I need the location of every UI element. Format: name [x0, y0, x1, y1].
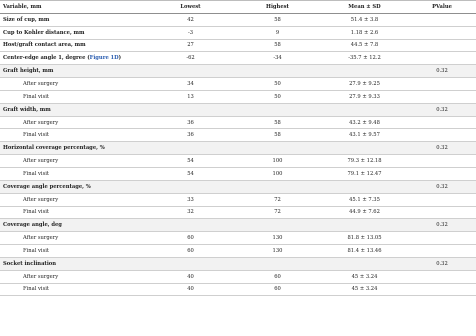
mean-sd-cell [321, 142, 408, 155]
table-row [0, 26, 476, 39]
pvalue-cell [408, 167, 476, 180]
lowest-cell: 34 [147, 78, 234, 91]
highest-cell: 72 [234, 206, 321, 219]
highest-cell [234, 257, 321, 270]
lowest-cell: 27 [147, 39, 234, 52]
group-header-row [0, 257, 476, 270]
group-header-row [0, 219, 476, 232]
lowest-cell: 36 [147, 116, 234, 129]
highest-cell [234, 142, 321, 155]
lowest-cell [147, 142, 234, 155]
lowest-cell: -62 [147, 52, 234, 65]
mean-sd-cell: 81.8 ± 13.05 [321, 232, 408, 245]
variable-label: Center-edge angle 1, degree ( [3, 55, 90, 62]
header-pvalue: PValue [408, 1, 476, 14]
variable-cell: After surgery [0, 116, 147, 129]
pvalue-cell: 0.32 [408, 142, 476, 155]
mean-sd-cell: 45 ± 3.24 [321, 270, 408, 283]
highest-cell: 60 [234, 270, 321, 283]
header-mean-sd: Mean ± SD [321, 1, 408, 14]
mean-sd-cell [321, 219, 408, 232]
pvalue-cell [408, 39, 476, 52]
pvalue-cell [408, 78, 476, 91]
highest-cell [234, 180, 321, 193]
highest-cell: 60 [234, 283, 321, 296]
lowest-cell: 40 [147, 283, 234, 296]
table-row [0, 13, 476, 26]
highest-cell: 58 [234, 129, 321, 142]
mean-sd-cell: 43.2 ± 9.48 [321, 116, 408, 129]
variable-cell: After surgery [0, 155, 147, 168]
pvalue-cell [408, 270, 476, 283]
mean-sd-cell [321, 257, 408, 270]
table-body [0, 13, 476, 296]
pvalue-cell [408, 155, 476, 168]
highest-cell: 58 [234, 39, 321, 52]
variable-cell: After surgery [0, 270, 147, 283]
variable-cell: Coverage angle, deg [0, 219, 147, 232]
variable-cell: After surgery [0, 232, 147, 245]
header-highest: Highest [234, 1, 321, 14]
pvalue-cell [408, 193, 476, 206]
variable-cell: Cup to Kohler distance, mm [0, 26, 147, 39]
mean-sd-cell: 44.9 ± 7.62 [321, 206, 408, 219]
lowest-cell: 60 [147, 232, 234, 245]
lowest-cell: -3 [147, 26, 234, 39]
highest-cell: 130 [234, 232, 321, 245]
lowest-cell [147, 65, 234, 78]
variable-cell: After surgery [0, 78, 147, 91]
table-row [0, 155, 476, 168]
highest-cell [234, 103, 321, 116]
pvalue-cell: 0.32 [408, 219, 476, 232]
group-header-row [0, 142, 476, 155]
lowest-cell [147, 257, 234, 270]
lowest-cell: 60 [147, 245, 234, 258]
table-row [0, 116, 476, 129]
figure-link[interactable]: Figure 1D [89, 55, 119, 62]
pvalue-cell: 0.32 [408, 257, 476, 270]
highest-cell: 58 [234, 116, 321, 129]
highest-cell: 9 [234, 26, 321, 39]
mean-sd-cell: 27.9 ± 9.33 [321, 90, 408, 103]
lowest-cell: 54 [147, 167, 234, 180]
lowest-cell: 33 [147, 193, 234, 206]
variable-cell: Final visit [0, 283, 147, 296]
highest-cell: 50 [234, 90, 321, 103]
mean-sd-cell: 81.4 ± 13.46 [321, 245, 408, 258]
variable-cell: Size of cup, mm [0, 13, 147, 26]
lowest-cell: 13 [147, 90, 234, 103]
variable-cell: Final visit [0, 245, 147, 258]
pvalue-cell [408, 283, 476, 296]
variable-cell: After surgery [0, 193, 147, 206]
table-row [0, 206, 476, 219]
header-row [0, 1, 476, 14]
table-row [0, 232, 476, 245]
pvalue-cell [408, 116, 476, 129]
table-row [0, 283, 476, 296]
lowest-cell: 36 [147, 129, 234, 142]
lowest-cell: 32 [147, 206, 234, 219]
mean-sd-cell [321, 103, 408, 116]
pvalue-cell [408, 52, 476, 65]
mean-sd-cell: 44.5 ± 7.8 [321, 39, 408, 52]
mean-sd-cell: 79.1 ± 12.47 [321, 167, 408, 180]
variable-cell: Coverage angle percentage, % [0, 180, 147, 193]
pvalue-cell [408, 90, 476, 103]
variable-cell [0, 52, 147, 65]
variable-label-tail: ) [118, 55, 122, 62]
table-row [0, 167, 476, 180]
header-lowest: Lowest [147, 1, 234, 14]
pvalue-cell [408, 13, 476, 26]
table-row [0, 270, 476, 283]
lowest-cell: 54 [147, 155, 234, 168]
lowest-cell [147, 219, 234, 232]
variable-cell: Final visit [0, 129, 147, 142]
group-header-row [0, 65, 476, 78]
table-row [0, 78, 476, 91]
table-row [0, 90, 476, 103]
highest-cell: 50 [234, 78, 321, 91]
table-row [0, 129, 476, 142]
variable-cell: Final visit [0, 167, 147, 180]
mean-sd-cell: -35.7 ± 12.2 [321, 52, 408, 65]
highest-cell: 130 [234, 245, 321, 258]
pvalue-cell [408, 245, 476, 258]
mean-sd-cell: 1.18 ± 2.6 [321, 26, 408, 39]
pvalue-cell [408, 26, 476, 39]
highest-cell [234, 65, 321, 78]
highest-cell: -34 [234, 52, 321, 65]
variable-cell: Final visit [0, 90, 147, 103]
group-header-row [0, 103, 476, 116]
mean-sd-cell: 45 ± 3.24 [321, 283, 408, 296]
highest-cell: 100 [234, 155, 321, 168]
pvalue-cell [408, 232, 476, 245]
variable-cell: Horizontal coverage percentage, % [0, 142, 147, 155]
mean-sd-cell: 79.3 ± 12.18 [321, 155, 408, 168]
pvalue-cell: 0.32 [408, 103, 476, 116]
highest-cell [234, 219, 321, 232]
header-variable: Variable, mm [0, 1, 147, 14]
lowest-cell [147, 103, 234, 116]
mean-sd-cell: 45.1 ± 7.35 [321, 193, 408, 206]
mean-sd-cell: 51.4 ± 3.8 [321, 13, 408, 26]
pvalue-cell: 0.32 [408, 180, 476, 193]
pvalue-cell [408, 129, 476, 142]
pvalue-cell [408, 206, 476, 219]
lowest-cell: 42 [147, 13, 234, 26]
variable-cell: Graft height, mm [0, 65, 147, 78]
table-row [0, 52, 476, 65]
table-row [0, 39, 476, 52]
table-row [0, 193, 476, 206]
variable-cell: Host/graft contact area, mm [0, 39, 147, 52]
lowest-cell: 40 [147, 270, 234, 283]
mean-sd-cell: 27.9 ± 9.25 [321, 78, 408, 91]
highest-cell: 58 [234, 13, 321, 26]
variable-cell: Final visit [0, 206, 147, 219]
variable-cell: Graft width, mm [0, 103, 147, 116]
group-header-row [0, 180, 476, 193]
mean-sd-cell: 43.1 ± 9.57 [321, 129, 408, 142]
lowest-cell [147, 180, 234, 193]
mean-sd-cell [321, 180, 408, 193]
highest-cell: 100 [234, 167, 321, 180]
pvalue-cell: 0.32 [408, 65, 476, 78]
table-row [0, 245, 476, 258]
mean-sd-cell [321, 65, 408, 78]
highest-cell: 72 [234, 193, 321, 206]
variable-cell: Socket inclination [0, 257, 147, 270]
